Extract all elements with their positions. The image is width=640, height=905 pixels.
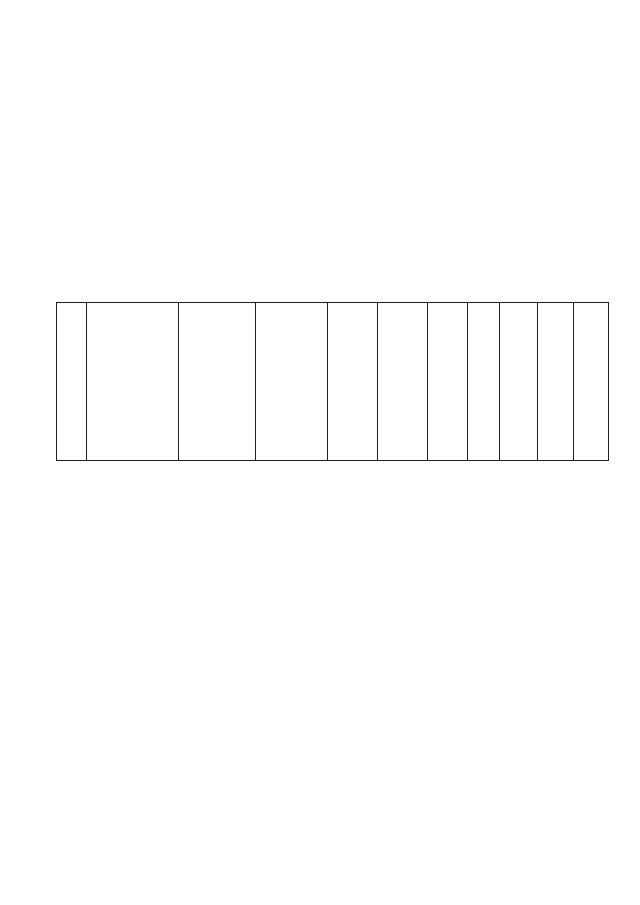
table-cell-total (328, 303, 378, 461)
table-cell-x (538, 303, 574, 461)
table-cell-dash (468, 303, 500, 461)
table-cell-x (574, 303, 609, 461)
program-table (56, 302, 609, 461)
table-cell-x (500, 303, 538, 461)
table-cell-sources (256, 303, 328, 461)
table-cell-dash (428, 303, 468, 461)
table-cell-year (378, 303, 428, 461)
table-cell-number (57, 303, 87, 461)
table-cell-executor (179, 303, 256, 461)
table-cell-name (87, 303, 179, 461)
